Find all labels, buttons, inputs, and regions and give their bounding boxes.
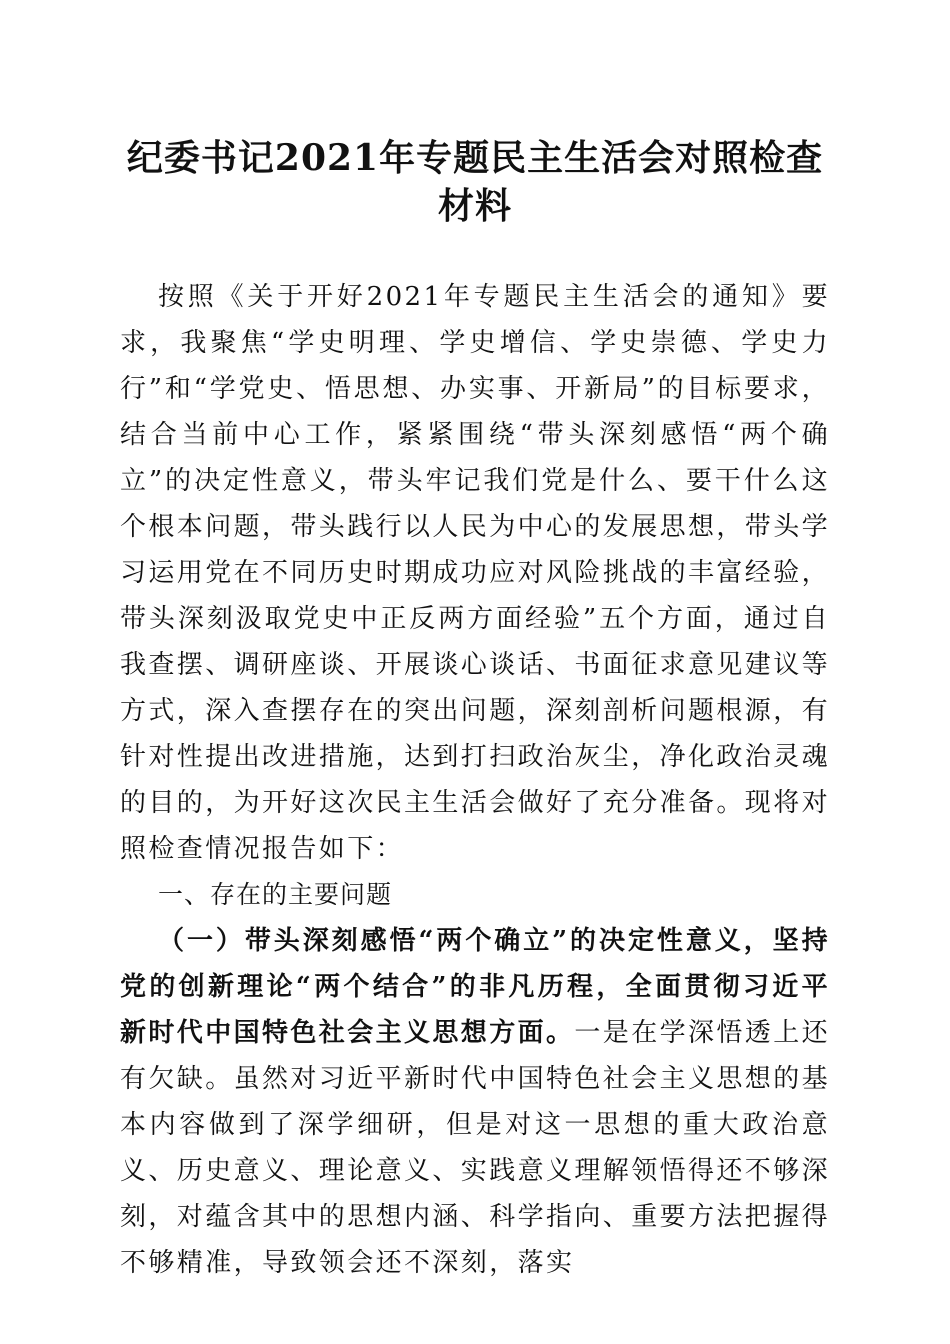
subsection-paragraph — [120, 918, 830, 1286]
subsection-lead: （一）带头深刻感悟“两个确立”的决定性意义，坚持党的创新理论“两个结合”的非凡历程，全面贯彻习近平新时代中国特色社会主义思想方面。 — [120, 926, 830, 1048]
intro-paragraph: 按照《关于开好2021年专题民主生活会的通知》要求，我聚焦“学史明理、学史增信、学史崇德、学史力行”和“学党史、悟思想、办实事、开新局”的目标要求，结合当前中心工作，紧紧围绕“带头深刻感悟“两个确立”的决定性意义，带头牢记我们党是什么、要干什么这个根本问题，带头践行以人民为中心的发展思想，带头学习运用党在不同历史时期成功应对风险挑战的丰富经验，带头深刻汲取党史中正反两方面经验”五个方面，通过自我查摆、调研座谈、开展谈心谈话、书面征求意见建议等方式，深入查摆存在的突出问题，深刻剖析问题根源，有针对性提出改进措施，达到打扫政治灰尘，净化政治灵魂的目的，为开好这次民主生活会做好了充分准备。现将对照检查情况报告如下： — [120, 282, 831, 864]
section-heading: 一、存在的主要问题 — [158, 880, 393, 909]
document-body — [120, 274, 830, 1286]
subsection-body: 一是在学深悟透上还有欠缺。虽然对习近平新时代中国特色社会主义思想的基本内容做到了深学细研，但是对这一思想的重大政治意义、历史意义、理论意义、实践意义理解领悟得还不够深刻，对蕴含其中的思想内涵、科学指向、重要方法把握得不够精准，导致领会还不深刻，落实 — [120, 1018, 831, 1278]
document-title: 纪委书记2021年专题民主生活会对照检查材料 — [126, 137, 824, 227]
